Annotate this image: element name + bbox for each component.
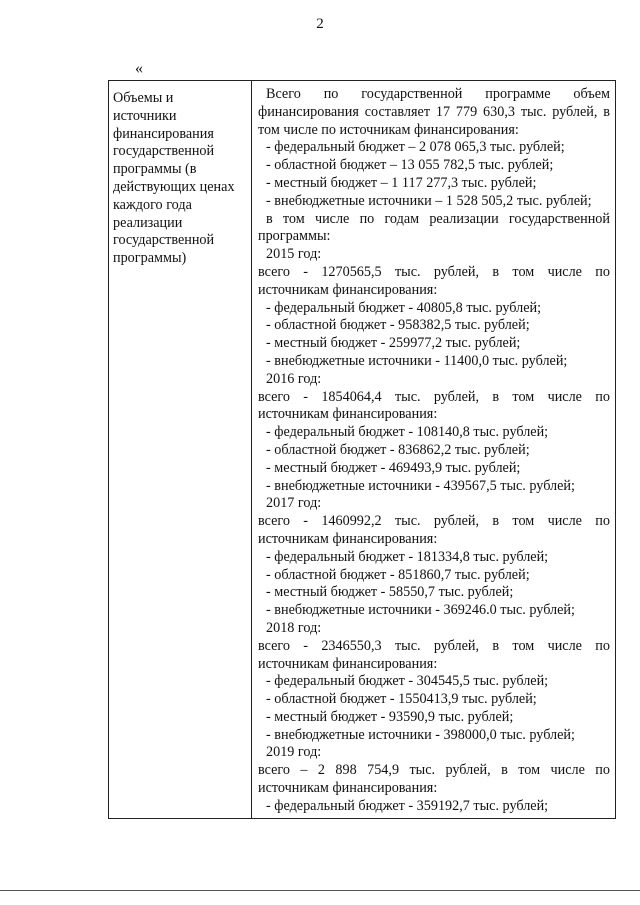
value-line: - федеральный бюджет – 2 078 065,3 тыс. рублей; [266, 139, 565, 156]
label-line: действующих ценах [113, 178, 235, 195]
value-line: - федеральный бюджет - 108140,8 тыс. рублей; [266, 424, 549, 441]
value-line: - внебюджетные источники - 439567,5 тыс. рублей; [266, 477, 575, 494]
value-line: источникам финансирования: [258, 530, 438, 547]
value-line: - внебюджетные источники - 11400,0 тыс. рублей; [266, 352, 568, 369]
value-line: - федеральный бюджет - 181334,8 тыс. рублей; [266, 548, 549, 565]
value-line: 2017 год: [266, 495, 322, 512]
value-line: источникам финансирования: [258, 655, 438, 672]
value-line: всего – 2 898 754,9 тыс. рублей, в том числе по [258, 762, 610, 779]
value-line: всего - 2346550,3 тыс. рублей, в том числе по [258, 637, 610, 654]
open-quote-mark: « [135, 60, 143, 77]
row-value-cell [252, 81, 616, 819]
page-number: 2 [316, 16, 324, 32]
label-line: программы) [113, 250, 187, 267]
row-label-cell [109, 81, 252, 819]
value-line: - местный бюджет – 1 117 277,3 тыс. рублей; [266, 174, 537, 191]
value-line: финансирования составляет 17 779 630,3 тыс. рублей, в [258, 103, 610, 120]
value-line: источникам финансирования: [258, 780, 438, 797]
value-line: - областной бюджет - 836862,2 тыс. рублей; [266, 441, 530, 458]
value-line: всего - 1460992,2 тыс. рублей, в том числе по [258, 513, 610, 530]
table-row [109, 81, 616, 819]
value-line: - внебюджетные источники – 1 528 505,2 тыс. рублей; [266, 192, 592, 209]
value-line: источникам финансирования: [258, 406, 438, 423]
value-line: источникам финансирования: [258, 281, 438, 298]
value-line: 2015 год: [266, 246, 322, 263]
label-line: программы (в [113, 161, 197, 178]
value-line: - областной бюджет - 851860,7 тыс. рублей; [266, 566, 530, 583]
financing-table [108, 80, 616, 819]
value-line: 2019 год: [266, 744, 322, 761]
value-line: - местный бюджет - 469493,9 тыс. рублей; [266, 459, 521, 476]
value-line: в том числе по годам реализации государственной [266, 210, 610, 227]
label-line: Объемы и [113, 90, 174, 106]
value-line: - внебюджетные источники - 398000,0 тыс. рублей; [266, 726, 575, 743]
label-line: реализации [113, 214, 183, 231]
bottom-rule [0, 890, 640, 891]
label-line: финансирования [113, 125, 214, 142]
value-line: том числе по источникам финансирования: [258, 121, 519, 138]
label-line: источники [113, 107, 177, 124]
value-line: - областной бюджет – 13 055 782,5 тыс. рублей; [266, 157, 554, 174]
value-line: 2016 год: [266, 370, 322, 387]
value-line: - областной бюджет - 958382,5 тыс. рублей; [266, 317, 530, 334]
value-line: 2018 год: [266, 619, 322, 636]
value-line: Всего по государственной программе объем [266, 86, 610, 102]
value-line: - местный бюджет - 58550,7 тыс. рублей; [266, 584, 514, 601]
value-line: - местный бюджет - 93590,9 тыс. рублей; [266, 708, 514, 725]
value-line: программы: [258, 228, 331, 245]
value-line: всего - 1270565,5 тыс. рублей, в том числе по [258, 263, 610, 280]
label-line: государственной [113, 143, 215, 160]
label-line: государственной [113, 232, 215, 249]
row-label-text [113, 90, 248, 268]
value-line: - местный бюджет - 259977,2 тыс. рублей; [266, 335, 521, 352]
value-line: всего - 1854064,4 тыс. рублей, в том числе по [258, 388, 610, 405]
value-line: - федеральный бюджет - 304545,5 тыс. рублей; [266, 673, 549, 690]
value-line: - внебюджетные источники - 369246.0 тыс. рублей; [266, 602, 575, 619]
row-value-text [258, 86, 610, 816]
label-line: каждого года [113, 196, 192, 213]
value-line: - областной бюджет - 1550413,9 тыс. рублей; [266, 691, 537, 708]
value-line: - федеральный бюджет - 359192,7 тыс. рублей; [266, 797, 549, 814]
value-line: - федеральный бюджет - 40805,8 тыс. рублей; [266, 299, 542, 316]
